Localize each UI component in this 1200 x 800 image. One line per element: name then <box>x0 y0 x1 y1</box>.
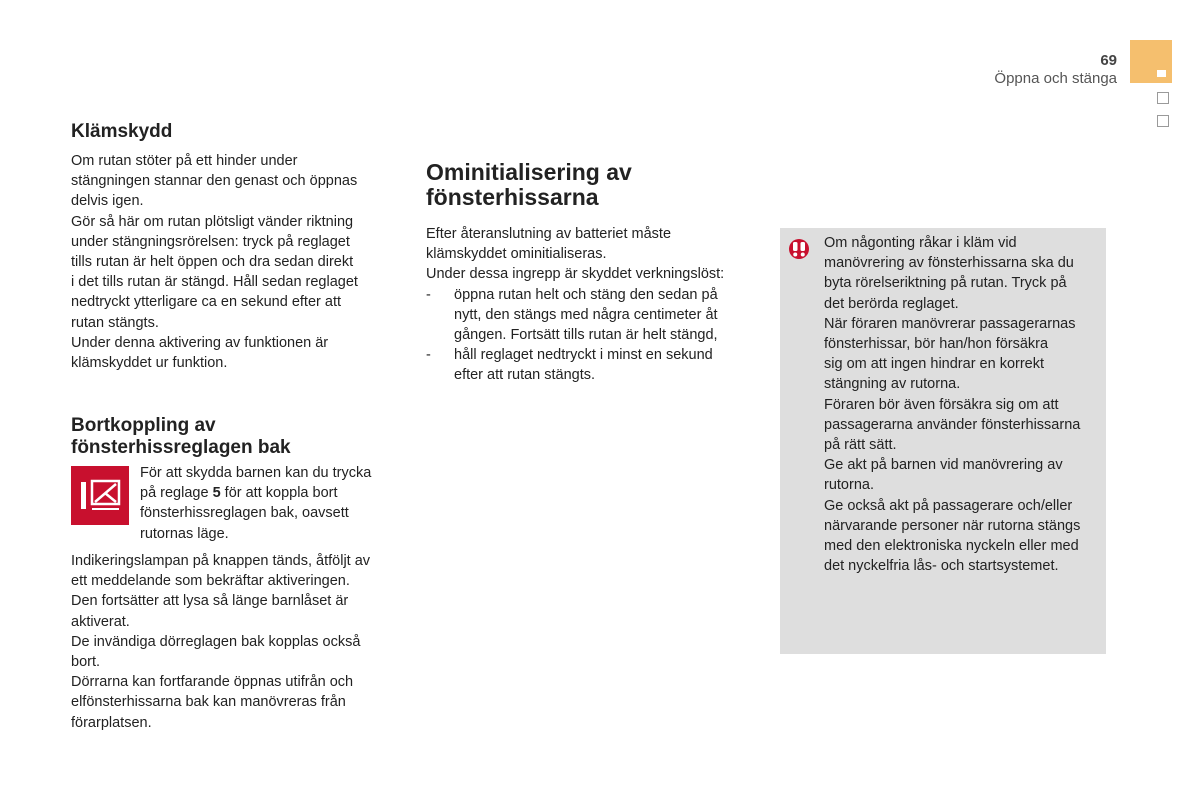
text-line: Den fortsätter att lysa så länge barnlåset är <box>71 593 349 610</box>
text-line: förarplatsen. <box>71 714 152 731</box>
text-fragment: för att koppla bort <box>220 485 338 502</box>
bullet-dash: - <box>426 347 431 364</box>
text-line: öppna rutan helt och stäng den sedan på <box>454 286 718 303</box>
text-line: gången. Fortsätt tills rutan är helt stängd, <box>454 327 718 344</box>
text-line: delvis igen. <box>71 193 144 210</box>
text-line: fönsterhissar, bör han/hon försäkra <box>824 336 1049 353</box>
text-line: sig om att ingen hindrar en korrekt <box>824 356 1045 373</box>
text-line: tills rutan är helt öppen och dra sedan direkt <box>71 254 354 271</box>
bortkoppling-heading <box>71 415 291 459</box>
ominitialisering-heading-line: Ominitialisering av <box>426 159 632 185</box>
text-line <box>140 483 400 503</box>
text-line: närvarande personer när rutorna stängs <box>824 517 1081 534</box>
text-line: bort. <box>71 654 101 671</box>
text-line: stängning av rutorna. <box>824 376 961 393</box>
text-line: klämskyddet ur funktion. <box>71 355 228 372</box>
text-line: rutorna. <box>824 477 874 494</box>
text-line: Indikeringslampan på knappen tänds, åtföljt av <box>71 553 371 569</box>
text-line: passagerarna använder fönsterhissarna <box>824 416 1081 433</box>
text-line: det berörda reglaget. <box>824 295 959 312</box>
text-line: Om någonting råkar i kläm vid <box>824 235 1017 251</box>
text-line: Föraren bör även försäkra sig om att <box>824 396 1059 413</box>
text-line: rutan stängts. <box>71 314 159 331</box>
text-line: i det tills rutan är stängd. Håll sedan reglaget <box>71 274 358 291</box>
text-line: De invändiga dörreglagen bak kopplas också <box>71 633 361 650</box>
warning-box <box>780 228 1106 654</box>
warning-exclamation-icon <box>788 238 810 260</box>
bortkoppling-icon-text <box>140 463 400 544</box>
chapter-tab-active <box>1130 40 1172 83</box>
control-number: 5 <box>212 485 221 502</box>
chapter-tab-box <box>1157 115 1169 127</box>
bullet-item <box>426 345 756 385</box>
text-line: manövrering av fönsterhissarna ska du <box>824 255 1074 272</box>
text-line: på rätt sätt. <box>824 437 897 454</box>
klamskydd-heading: Klämskydd <box>71 121 173 142</box>
warning-text <box>824 233 1102 576</box>
text-line: byta rörelseriktning på rutan. Tryck på <box>824 275 1067 292</box>
text-line: Dörrarna kan fortfarande öppnas utifrån och <box>71 674 354 691</box>
middle-column <box>426 160 756 386</box>
text-line: ett meddelande som bekräftar aktiveringen. <box>71 573 350 590</box>
bortkoppling-heading-line: fönsterhissreglagen bak <box>71 437 291 458</box>
text-line: elfönsterhissarna bak kan manövreras från <box>71 694 346 711</box>
text-line: fönsterhissreglagen bak, oavsett <box>140 505 349 522</box>
text-line: rutornas läge. <box>140 525 229 542</box>
text-line: efter att rutan stängts. <box>454 367 596 384</box>
text-line: nytt, den stängs med några centimeter åt <box>454 306 718 323</box>
page-number: 69 <box>1100 52 1117 69</box>
chapter-tab-box <box>1157 92 1169 104</box>
text-line: Under denna aktivering av funktionen är <box>71 334 329 351</box>
bullet-item <box>426 285 756 346</box>
text-line: Om rutan stöter på ett hinder under <box>71 153 298 169</box>
text-line: Efter återanslutning av batteriet måste <box>426 226 672 242</box>
text-line: För att skydda barnen kan du trycka <box>140 465 372 481</box>
text-line: det nyckelfria lås- och startsystemet. <box>824 558 1059 575</box>
text-line: under stängningsrörelsen: tryck på reglaget <box>71 233 350 250</box>
text-line: nedtryckt ytterligare ca en sekund efter att <box>71 294 341 311</box>
bortkoppling-heading-line: Bortkoppling av <box>71 415 216 436</box>
bortkoppling-body <box>71 551 396 733</box>
text-line: Ge akt på barnen vid manövrering av <box>824 457 1063 474</box>
bullet-dash: - <box>426 286 431 303</box>
text-line: med den elektroniska nyckeln eller med <box>824 538 1079 555</box>
ominitialisering-heading-line: fönsterhissarna <box>426 184 599 210</box>
chapter-title: Öppna och stänga <box>994 70 1117 87</box>
text-line: Gör så här om rutan plötsligt vänder riktning <box>71 213 354 230</box>
text-line: håll reglaget nedtryckt i minst en sekund <box>454 347 713 364</box>
ominitialisering-body <box>426 224 756 386</box>
text-line: Under dessa ingrepp är skyddet verkningslöst: <box>426 266 725 283</box>
text-line: klämskyddet ominitialiseras. <box>426 246 607 263</box>
text-line: stängningen stannar den genast och öppnas <box>71 173 358 190</box>
left-column <box>71 121 396 731</box>
text-fragment: på reglage <box>140 485 213 502</box>
text-line: aktiverat. <box>71 613 130 630</box>
window-lock-icon <box>71 466 129 525</box>
text-line: När föraren manövrerar passagerarnas <box>824 315 1076 332</box>
text-line: Ge också akt på passagerare och/eller <box>824 497 1073 514</box>
chapter-tab-marker <box>1157 70 1166 77</box>
klamskydd-body <box>71 151 396 373</box>
